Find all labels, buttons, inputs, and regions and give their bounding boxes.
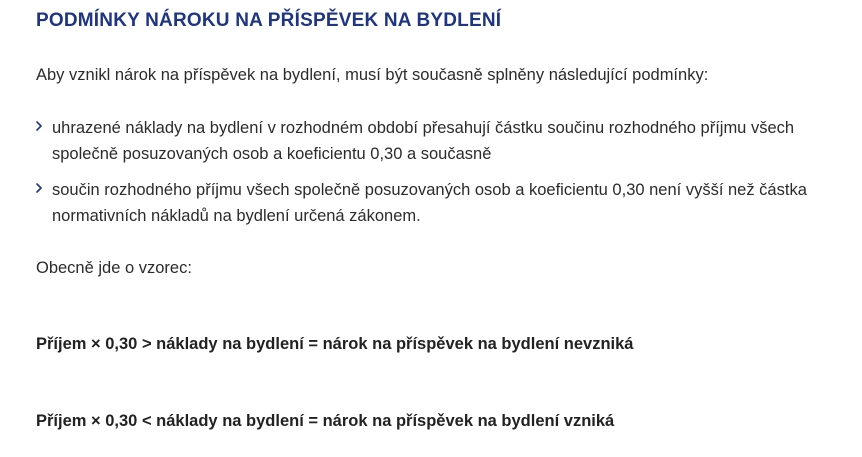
general-note: Obecně jde o vzorec: (36, 259, 192, 277)
intro-paragraph: Aby vznikl nárok na příspěvek na bydlení, musí být současně splněny následující podmínky: (36, 66, 709, 84)
list-item (36, 115, 846, 167)
chevron-right-icon (36, 182, 42, 194)
section-heading: PODMÍNKY NÁROKU NA PŘÍSPĚVEK NA BYDLENÍ (36, 10, 502, 31)
conditions-list (36, 115, 846, 239)
list-item (36, 177, 846, 229)
formula-not-eligible: Příjem × 0,30 > náklady na bydlení = nárok na příspěvek na bydlení nevzniká (36, 335, 634, 353)
chevron-right-icon (36, 120, 42, 132)
formula-eligible: Příjem × 0,30 < náklady na bydlení = nárok na příspěvek na bydlení vzniká (36, 412, 615, 430)
condition-text: uhrazené náklady na bydlení v rozhodném období přesahují částku součinu rozhodného příjmu všech společně posuzovaných osob a koeficientu 0,30 a současně (52, 119, 795, 163)
condition-text: součin rozhodného příjmu všech společně posuzovaných osob a koeficientu 0,30 není vyšší než částka normativních nákladů na bydlení určená zákonem. (52, 181, 807, 225)
